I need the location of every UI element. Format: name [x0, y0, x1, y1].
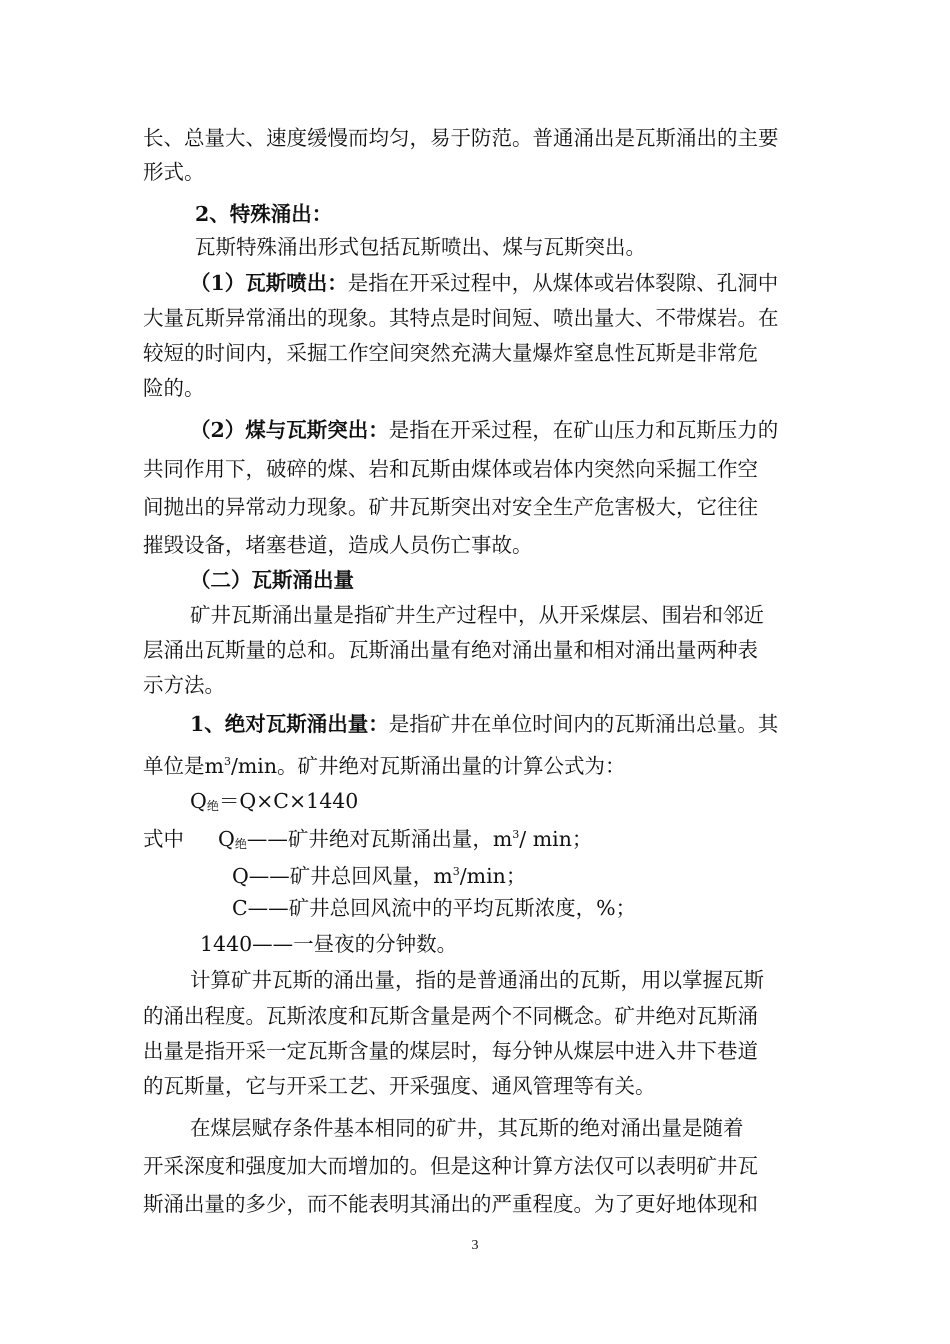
paragraph-line: 形式。: [143, 160, 205, 184]
paragraph-line: 层涌出瓦斯量的总和。瓦斯涌出量有绝对涌出量和相对涌出量两种表: [143, 638, 758, 662]
term-heading: （1）瓦斯喷出：: [190, 271, 348, 295]
paragraph-line: 出量是指开采一定瓦斯含量的煤层时，每分钟从煤层中进入井下巷道: [143, 1039, 758, 1063]
formula-legend: C——矿井总回风流中的平均瓦斯浓度，%；: [232, 896, 637, 920]
term-heading: （2）煤与瓦斯突出：: [190, 418, 389, 442]
section-heading: （二）瓦斯涌出量: [190, 568, 354, 592]
formula-legend: 1440——一昼夜的分钟数。: [200, 932, 458, 956]
paragraph-line: 的涌出程度。瓦斯浓度和瓦斯含量是两个不同概念。矿井绝对瓦斯涌: [143, 1004, 758, 1028]
paragraph-line: 长、总量大、速度缓慢而均匀，易于防范。普通涌出是瓦斯涌出的主要: [143, 126, 779, 150]
paragraph-line: 较短的时间内，采掘工作空间突然充满大量爆炸窒息性瓦斯是非常危: [143, 341, 758, 365]
paragraph-line: 1、绝对瓦斯涌出量：是指矿井在单位时间内的瓦斯涌出总量。其: [190, 712, 779, 736]
paragraph-line: 大量瓦斯异常涌出的现象。其特点是时间短、喷出量大、不带煤岩。在: [143, 306, 779, 330]
term-heading: 1、绝对瓦斯涌出量：: [190, 712, 389, 736]
paragraph-line: 开采深度和强度加大而增加的。但是这种计算方法仅可以表明矿井瓦: [143, 1154, 758, 1178]
paragraph-line: 斯涌出量的多少，而不能表明其涌出的严重程度。为了更好地体现和: [143, 1192, 758, 1216]
paragraph-line: 共同作用下，破碎的煤、岩和瓦斯由煤体或岩体内突然向采掘工作空: [143, 457, 758, 481]
paragraph-line: 在煤层赋存条件基本相同的矿井，其瓦斯的绝对涌出量是随着: [190, 1116, 744, 1140]
paragraph-line: 的瓦斯量，它与开采工艺、开采强度、通风管理等有关。: [143, 1074, 656, 1098]
paragraph-line: 险的。: [143, 376, 205, 400]
paragraph-line: 矿井瓦斯涌出量是指矿井生产过程中，从开采煤层、围岩和邻近: [190, 603, 764, 627]
formula-legend: Q——矿井总回风量，$m^3/\min$；: [232, 864, 527, 888]
paragraph-line: 瓦斯特殊涌出形式包括瓦斯喷出、煤与瓦斯突出。: [195, 235, 646, 259]
paragraph-line: 计算矿井瓦斯的涌出量，指的是普通涌出的瓦斯，用以掌握瓦斯: [190, 968, 764, 992]
paragraph-line: 间抛出的异常动力现象。矿井瓦斯突出对安全生产危害极大，它往往: [143, 495, 758, 519]
paragraph-line: （1）瓦斯喷出：是指在开采过程中，从煤体或岩体裂隙、孔洞中: [190, 271, 779, 295]
paragraph-line: （2）煤与瓦斯突出：是指在开采过程，在矿山压力和瓦斯压力的: [190, 418, 779, 442]
formula: $Q_绝=Q\times C\times 1440$: [190, 789, 359, 813]
paragraph-line: 单位是$m^3/\min$。矿井绝对瓦斯涌出量的计算公式为：: [143, 754, 626, 778]
paragraph-line: 示方法。: [143, 673, 225, 697]
page-number: 3: [471, 1238, 479, 1253]
section-heading: 2、特殊涌出：: [195, 202, 333, 226]
formula-legend: 式中 $Q_绝——$矿井绝对瓦斯涌出量，$m^3/$ min；: [143, 827, 593, 851]
paragraph-line: 摧毁设备，堵塞巷道，造成人员伤亡事故。: [143, 533, 533, 557]
